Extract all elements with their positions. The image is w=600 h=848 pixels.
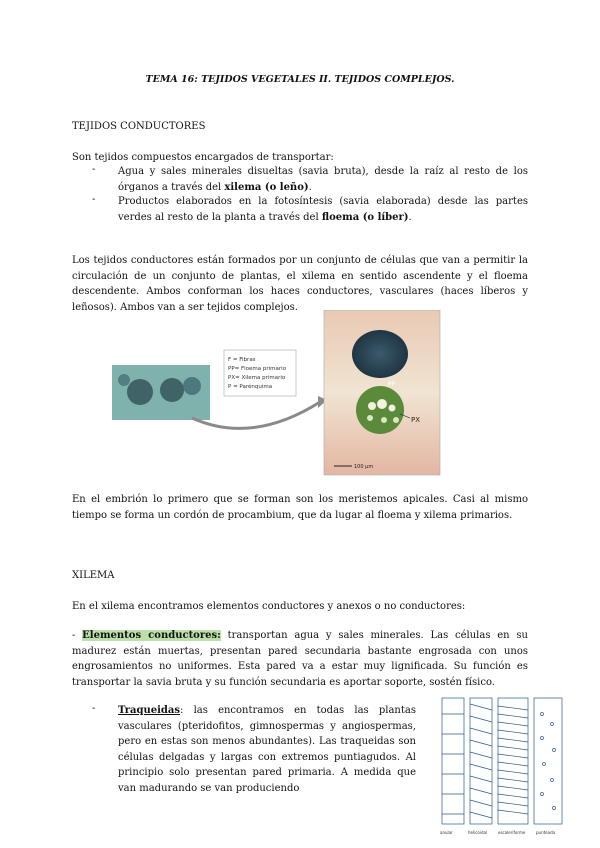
section-heading-xilema: XILEMA [72,570,115,581]
tracheid-caption: helicoidal [468,830,488,835]
label-pp: PP [388,381,396,388]
paragraph-elementos-conductores: - Elementos conductores: transportan agua y sales minerales. Las células en su madurez están muertas, presentan pared secundaria bastante engrosada con unos engrosamientos no uniformes. Esta pared va a estar muy lignificada. Su función es transportar la savia bruta y su función secundaria es aportar soporte, sostén físico. [72,630,528,688]
figure-vascular-bundle [112,310,442,482]
tracheid-caption: escaleriforme [498,830,526,835]
figure-tracheids [436,694,570,836]
scale-bar-label: 100 µm [354,464,374,470]
section-heading-conductores: TEJIDOS CONDUCTORES [72,121,206,132]
paragraph-traqueidas: Traqueidas: las encontramos en todas las plantas vasculares (pteridofitos, gimnospermas y angiospermas, pero en estas son menos abundantes). Las traqueidas son células delgadas y largas con extremos puntiagudos. Al principio solo presentan pared primaria. A medida que van madurando se van produciendo [118,705,416,794]
paragraph-conductores: Los tejidos conductores están formados por un conjunto de células que van a permitir la circulación de un conjunto de plantas, el xilema en sentido ascendente y el floema descendente. Ambos conforman los haces conductores, vasculares (haces líberos y leñosos). Ambos van a ser tejidos complejos. [72,255,528,313]
legend-item: PX= Xilema primario [228,375,286,381]
legend-item: P = Parénquima [228,384,273,390]
bullet-item-floema: Productos elaborados en la fotosíntesis (savia elaborada) desde las partes verdes al resto de la planta a través del floema (o líber). [118,196,528,223]
micrograph [324,310,440,475]
legend-item: F = Fibras [228,357,256,363]
xilema-intro: En el xilema encontramos elementos conductores y anexos o no conductores: [72,601,466,612]
highlighted-term: Elementos conductores: [82,630,221,641]
legend-item: PP= Floema primario [228,366,287,372]
arrow-icon [192,402,320,428]
tracheid-caption: punteada [536,830,556,835]
page-title: TEMA 16: TEJIDOS VEGETALES II. TEJIDOS COMPLEJOS. [145,74,455,85]
figure-legend [224,350,296,396]
bullet-item-xilema: Agua y sales minerales disueltas (savia bruta), desde la raíz al resto de los órganos a través del xilema (o leño). [118,166,528,193]
bullet-dash: - [92,194,96,205]
paragraph-embryo: En el embrión lo primero que se forman son los meristemos apicales. Casi al mismo tiempo se forma un cordón de procambium, que da lugar al floema y xilema primarios. [72,494,528,521]
bullet-dash: - [92,703,96,714]
section-intro: Son tejidos compuestos encargados de transportar: [72,152,334,163]
tracheids-illustration [436,694,570,836]
tracheid-caption: anular [440,830,453,835]
bullet-dash: - [92,164,96,175]
label-px: PX [411,416,421,424]
vascular-bundle-illustration [112,310,442,482]
stem-cross-section [112,365,210,420]
